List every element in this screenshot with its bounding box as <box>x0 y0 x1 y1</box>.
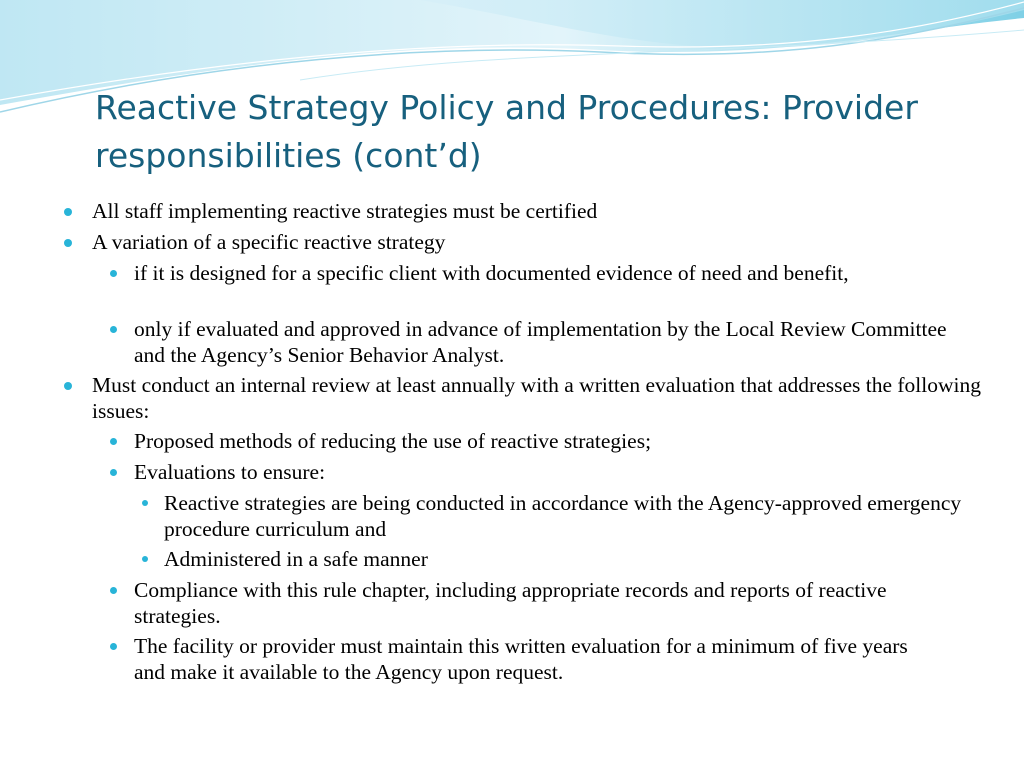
slide-title: Reactive Strategy Policy and Procedures: Provider responsibilities (cont’d) <box>95 88 918 175</box>
list-item: A variation of a specific reactive strategy <box>92 230 446 254</box>
list-item: Compliance with this rule chapter, including appropriate records and reports of reactive strategies. <box>134 578 887 628</box>
list-item: Administered in a safe manner <box>164 547 428 571</box>
bullet-dot-icon <box>110 587 117 594</box>
list-item: Reactive strategies are being conducted in accordance with the Agency-approved emergency procedure curriculum and <box>164 491 962 541</box>
list-item: All staff implementing reactive strategies must be certified <box>92 199 598 223</box>
bullet-dot-icon <box>142 500 148 506</box>
bullet-dot-icon <box>110 643 117 650</box>
list-item: The facility or provider must maintain this written evaluation for a minimum of five years and make it available to the Agency upon request. <box>134 634 908 684</box>
bullet-dot-icon <box>110 270 117 277</box>
bullet-dot-icon <box>64 239 72 247</box>
bullet-dot-icon <box>142 556 148 562</box>
bullet-dot-icon <box>110 326 117 333</box>
bullet-dot-icon <box>64 208 72 216</box>
bullet-dot-icon <box>110 469 117 476</box>
bullet-dot-icon <box>110 438 117 445</box>
list-item: if it is designed for a specific client with documented evidence of need and benefit, <box>134 261 849 285</box>
bullet-dot-icon <box>64 382 72 390</box>
list-item: Must conduct an internal review at least annually with a written evaluation that addresses the following issues: <box>92 373 982 423</box>
list-item: Evaluations to ensure: <box>134 460 326 484</box>
list-item: only if evaluated and approved in advance of implementation by the Local Review Committee and the Agency’s Senior Behavior Analyst. <box>134 317 947 367</box>
list-item: Proposed methods of reducing the use of reactive strategies; <box>134 429 652 453</box>
